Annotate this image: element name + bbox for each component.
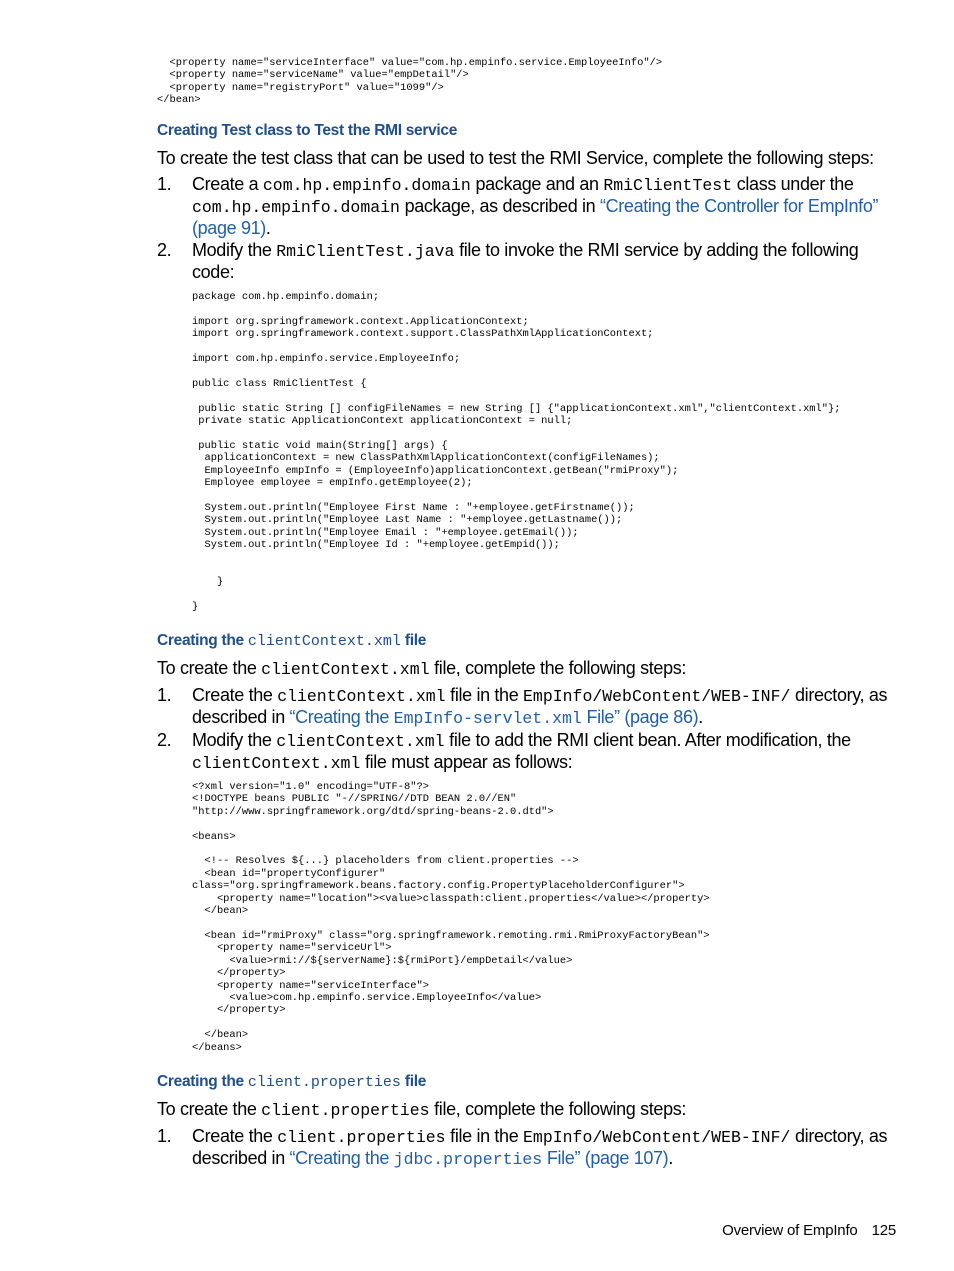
step-create-client-properties: 1. Create the client.properties file in the EmpInfo/WebContent/WEB-INF/ directory, as described in “Creating the jdbc.properties File” (page 107). — [157, 1126, 888, 1169]
step-create-rmiclienttest: 1. Create a com.hp.empinfo.domain package and an RmiClientTest class under the com.hp.empinfo.domain package, as described in “Creating the Controller for EmpInfo” (page 91). — [157, 174, 879, 238]
footer-title: Overview of EmpInfo — [722, 1222, 858, 1239]
link-creating-controller[interactable]: “Creating the Controller for EmpInfo” (page 91) — [192, 196, 879, 238]
section-heading-client-properties: Creating the client.properties file — [157, 1073, 427, 1091]
section-intro-test-class: To create the test class that can be used to test the RMI Service, complete the following steps: — [157, 148, 874, 168]
step-number: 2. — [157, 240, 172, 260]
code-block-rmiclienttest: package com.hp.empinfo.domain; import org.springframework.context.ApplicationContext; import org.springframework.context.support.ClassPathXmlApplicationContext; import com.hp.empinfo.service.EmployeeInfo; public class RmiClientTest { public static String [] configFileNames = new String [] {"applicationContext.xml","clientContext.xml"}; private static ApplicationContext applicationContext = null; public static void main(String[] args) { applicationContext = new ClassPathXmlApplicationContext(configFileNames); EmployeeInfo empInfo = (EmployeeInfo)applicationContext.getBean("rmiProxy"); Employee employee = empInfo.getEmployee(2); System.out.println("Employee First Name : "+employee.getFirstname()); System.out.println("Employee Last Name : "+employee.getLastname()); System.out.println("Employee Email : "+employee.getEmail()); System.out.println("Employee Id : "+employee.getEmpid()); } } — [192, 291, 841, 614]
code-block-bean-end: <property name="serviceInterface" value="com.hp.empinfo.service.EmployeeInfo"/> <property name="serviceName" value="empDetail"/> <property name="registryPort" value="1099"/> </bean> — [157, 57, 663, 107]
section-intro-clientcontext: To create the clientContext.xml file, complete the following steps: — [157, 658, 687, 679]
step-modify-rmiclienttest: 2. Modify the RmiClientTest.java file to invoke the RMI service by adding the following code: — [157, 240, 859, 282]
code-block-clientcontext-xml: <?xml version="1.0" encoding="UTF-8"?> <!DOCTYPE beans PUBLIC "-//SPRING//DTD BEAN 2.0//EN" "http://www.springframework.org/dtd/spring-beans-2.0.dtd"> <beans> <!-- Resolves ${...} placeholders from client.properties --> <bean id="propertyConfigurer" class="org.springframework.beans.factory.config.PropertyPlaceholderConfigurer"> <property name="location"><value>classpath:client.properties</value></property> </bean> <bean id="rmiProxy" class="org.springframework.remoting.rmi.RmiProxyFactoryBean"> <property name="serviceUrl"> <value>rmi://${serverName}:${rmiPort}/empDetail</value> </property> <property name="serviceInterface"> <value>com.hp.empinfo.service.EmployeeInfo</value> </property> </bean> </beans> — [192, 781, 710, 1054]
page-number: 125 — [871, 1222, 896, 1239]
section-intro-client-properties: To create the client.properties file, complete the following steps: — [157, 1099, 687, 1120]
link-creating-jdbc-properties[interactable]: “Creating the jdbc.properties File” (page 107) — [289, 1148, 669, 1169]
section-heading-clientcontext: Creating the clientContext.xml file — [157, 632, 427, 650]
step-number: 1. — [157, 174, 172, 194]
step-number: 2. — [157, 730, 172, 750]
link-creating-empinfo-servlet[interactable]: “Creating the EmpInfo-servlet.xml File” (page 86) — [289, 707, 699, 728]
step-number: 1. — [157, 1126, 172, 1146]
step-modify-clientcontext: 2. Modify the clientContext.xml file to add the RMI client bean. After modification, the clientContext.xml file must appear as follows: — [157, 730, 851, 773]
page-footer — [722, 1222, 896, 1239]
section-heading-test-class: Creating Test class to Test the RMI service — [157, 122, 458, 139]
step-number: 1. — [157, 685, 172, 705]
step-create-clientcontext: 1. Create the clientContext.xml file in the EmpInfo/WebContent/WEB-INF/ directory, as described in “Creating the EmpInfo-servlet.xml File” (page 86). — [157, 685, 888, 728]
